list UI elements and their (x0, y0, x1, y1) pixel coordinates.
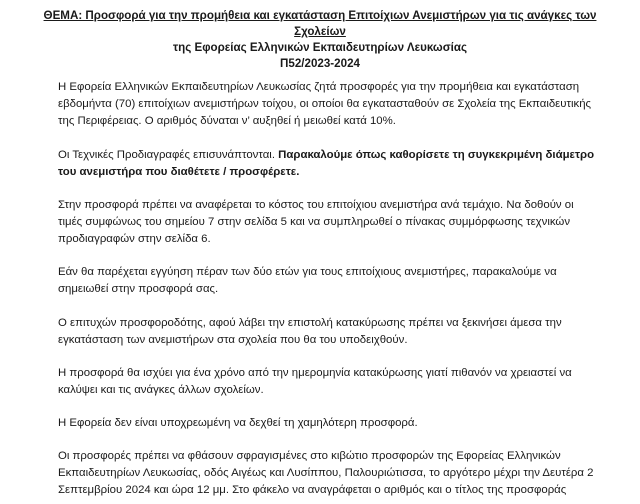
paragraph-lowest-offer: Η Εφορεία δεν είναι υποχρεωμένη να δεχθεί τη χαμηλότερη προσφορά. (58, 417, 418, 429)
paragraph-pricing: Στην προσφορά πρέπει να αναφέρεται το κόστος του επιτοίχιου ανεμιστήρα ανά τεμάχιο. Να δοθούν οι τιμές συμφώνως του σημείου 7 στην σελίδα 5 και να συμπληρωθεί ο πίνακας συμμόρφωσης τεχνικών προδιαγραφών στην σελίδα 6. (58, 199, 574, 245)
title-line-2: της Εφορείας Ελληνικών Εκπαιδευτηρίων Λευκωσίας (172, 41, 468, 54)
paragraph-specifications (58, 147, 598, 181)
specifications-text: Οι Τεχνικές Προδιαγραφές επισυνάπτονται. (58, 149, 279, 161)
paragraph-request: Η Εφορεία Ελληνικών Εκπαιδευτηρίων Λευκωσίας ζητά προσφορές για την προμήθεια και εγκατάσταση εβδομήντα (70) επιτοίχιων ανεμιστήρων τοίχου, οι οποίοι θα εγκατασταθούν σε Σχολεία της Εκπαιδευτικής της Περιφέρειας. Ο αριθμός δύναται ν’ αυξηθεί ή μειωθεί κατά 10%. (58, 81, 592, 127)
document-title (40, 8, 600, 72)
paragraph-warranty: Εάν θα παρέχεται εγγύηση πέραν των δύο ετών για τους επιτοίχιους ανεμιστήρες, παρακαλούμε να σημειωθεί στην προσφορά σας. (58, 266, 557, 295)
specifications-emphasis: Παρακαλούμε όπως καθορίσετε τη συγκεκριμένη διάμετρο του ανεμιστήρα που διαθέτετε / προσφέρετε. (58, 149, 595, 178)
paragraph-submission: Οι προσφορές πρέπει να φθάσουν σφραγισμένες στο κιβώτιο προσφορών της Εφορείας Ελληνικών Εκπαιδευτηρίων Λευκωσίας, οδός Αιγέως και Λυσίππου, Παλουριώτισσα, το αργότερο μέχρι την Δευτέρα 2 Σεπτεμβρίου 2024 και ώρα 12 μμ. Στο φάκελο να αναγράφεται ο αριθμός και ο τίτλος της προσφοράς (58, 450, 594, 496)
title-line-1: ΘΕΜΑ: Προσφορά για την προμήθεια και εγκατάσταση Επιτοίχιων Ανεμιστήρων για τις ανάγκες των Σχολείων (43, 9, 597, 38)
paragraph-validity: Η προσφορά θα ισχύει για ένα χρόνο από την ημερομηνία κατακύρωσης γιατί πιθανόν να χρειαστεί να καλύψει και τις ανάγκες άλλων σχολείων. (58, 367, 572, 396)
paragraph-installation: Ο επιτυχών προσφοροδότης, αφού λάβει την επιστολή κατακύρωσης πρέπει να ξεκινήσει άμεσα την εγκατάσταση των ανεμιστήρων στα σχολεία που θα του υποδειχθούν. (58, 317, 562, 346)
reference-number: Π52/2023-2024 (280, 57, 360, 70)
